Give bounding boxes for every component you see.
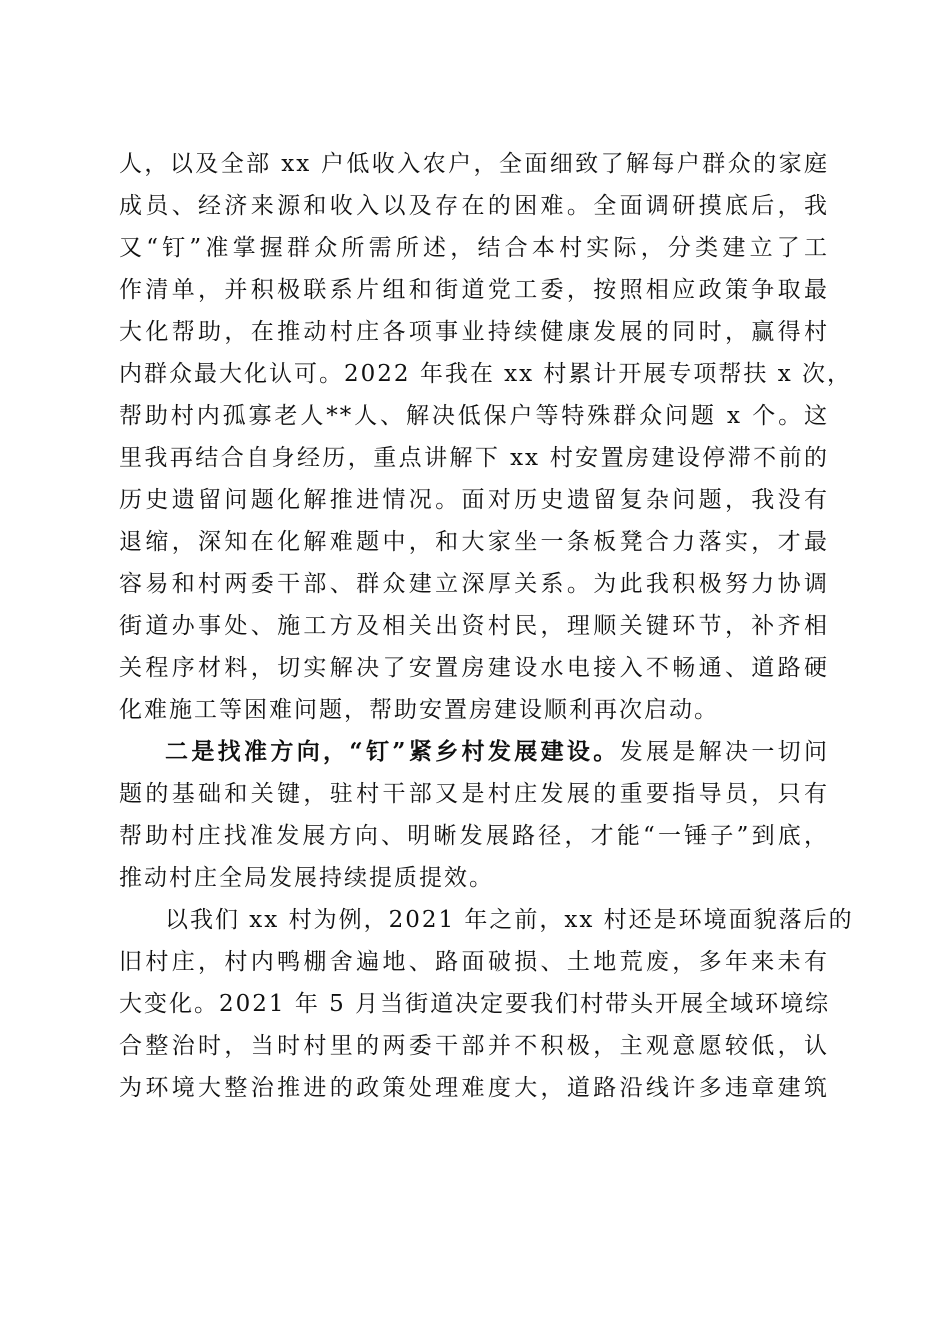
text-line: 人，以及全部 xx 户低收入农户，全面细致了解每户群众的家庭 — [119, 151, 829, 177]
text-line: 街道办事处、施工方及相关出资村民，理顺关键环节，补齐相 — [119, 613, 829, 639]
text-run: 发展是解决一切问 — [619, 739, 829, 765]
document-body — [119, 143, 854, 1109]
text-line: 以我们 xx 村为例，2021 年之前，xx 村还是环境面貌落后的 — [165, 907, 854, 933]
text-line: 退缩，深知在化解难题中，和大家坐一条板凳合力落实，才最 — [119, 529, 829, 555]
paragraph-2 — [119, 731, 829, 899]
text-line: 又“钉”准掌握群众所需所述，结合本村实际，分类建立了工 — [119, 235, 829, 261]
text-line: 推动村庄全局发展持续提质提效。 — [119, 865, 494, 891]
text-line: 里我再结合自身经历，重点讲解下 xx 村安置房建设停滞不前的 — [119, 445, 829, 471]
text-line: 合整治时，当时村里的两委干部并不积极，主观意愿较低，认 — [119, 1033, 829, 1059]
text-line: 大化帮助，在推动村庄各项事业持续健康发展的同时，赢得村 — [119, 319, 829, 345]
text-line: 关程序材料，切实解决了安置房建设水电接入不畅通、道路硬 — [119, 655, 829, 681]
text-line: 帮助村庄找准发展方向、明晰发展路径，才能“一锤子”到底， — [119, 823, 829, 849]
section-heading: 二是找准方向，“钉”紧乡村发展建设。 — [165, 738, 620, 765]
text-line: 大变化。2021 年 5 月当街道决定要我们村带头开展全域环境综 — [119, 991, 831, 1017]
text-line: 历史遗留问题化解推进情况。面对历史遗留复杂问题，我没有 — [119, 487, 829, 513]
paragraph-3 — [119, 899, 854, 1109]
text-line: 旧村庄，村内鸭棚舍遍地、路面破损、土地荒废，多年来未有 — [119, 949, 829, 975]
paragraph-2-first-line — [119, 731, 829, 773]
paragraph-1 — [119, 143, 853, 731]
text-line: 帮助村内孤寡老人**人、解决低保户等特殊群众问题 x 个。这 — [119, 403, 829, 429]
text-line: 为环境大整治推进的政策处理难度大，道路沿线许多违章建筑 — [119, 1075, 829, 1101]
text-line: 成员、经济来源和收入以及存在的困难。全面调研摸底后，我 — [119, 193, 829, 219]
text-line: 化难施工等困难问题，帮助安置房建设顺利再次启动。 — [119, 697, 719, 723]
text-line: 作清单，并积极联系片组和街道党工委，按照相应政策争取最 — [119, 277, 829, 303]
text-line: 题的基础和关键，驻村干部又是村庄发展的重要指导员，只有 — [119, 781, 829, 807]
text-line: 容易和村两委干部、群众建立深厚关系。为此我积极努力协调 — [119, 571, 829, 597]
text-line: 内群众最大化认可。2022 年我在 xx 村累计开展专项帮扶 x 次， — [119, 361, 853, 387]
